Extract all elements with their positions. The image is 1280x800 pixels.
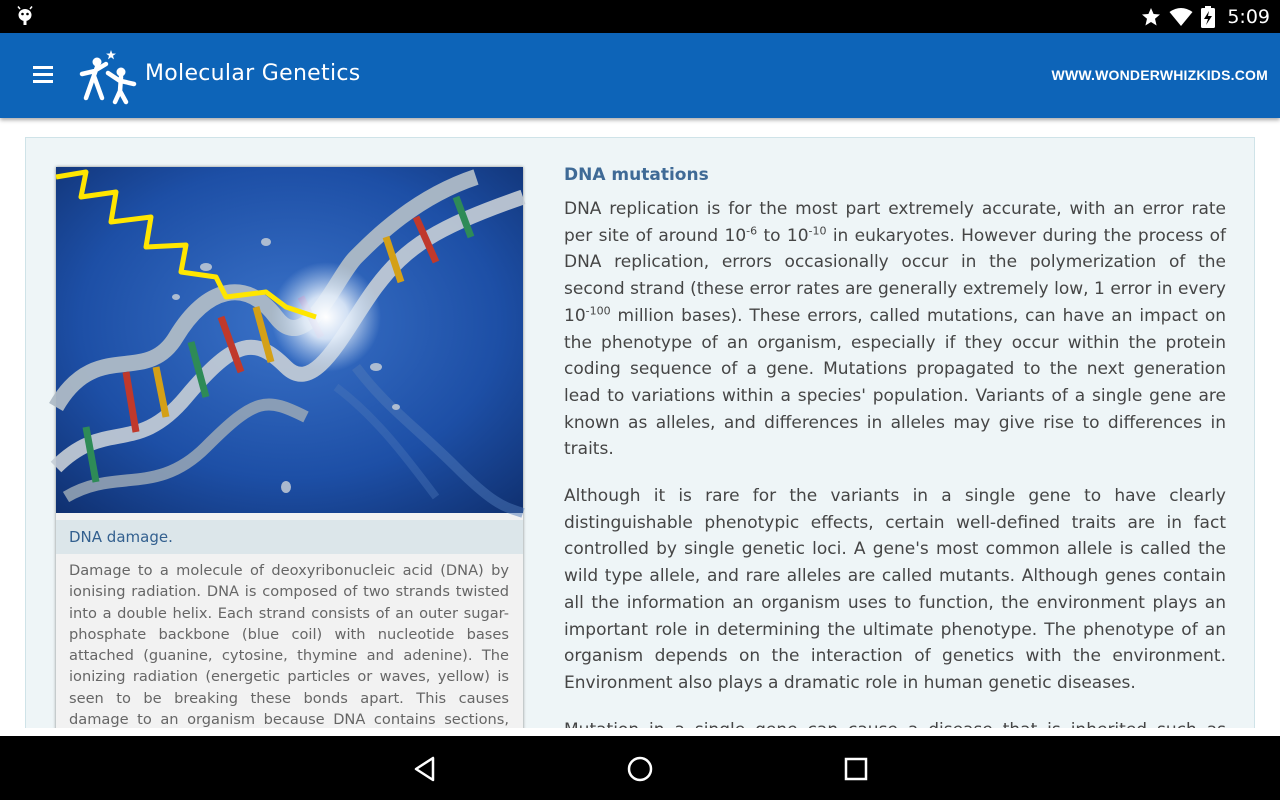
paragraph-1: DNA replication is for the most part extremely accurate, with an error rate per site of around $10^{-6}$ to $10^{-10}$ in eukaryotes. However during the process of DNA replication, errors occasionally occur in the polymerization of the second strand (these error rates are generally extremely low, 1 error in every $10^{-100}$ million bases). These errors, called mutations, can have an impact on the phenotype of an organism, especially if they occur within the protein coding sequence of a gene. Mutations propagated to the next generation lead to variations within a species' population. Variants of a single gene are known as alleles, and differences in alleles may give rise to differences in traits. bbox=[564, 199, 1226, 460]
hamburger-menu-icon[interactable] bbox=[33, 66, 53, 84]
paragraph-2: Although it is rare for the variants in a single gene to have clearly distinguishable phenotypic effects, certain well-defined traits are in fact controlled by single genetic loci. A gene's most common allele is called the wild type allele, and rare alleles are called mutants. Although genes contain all the information an organism uses to function, the environment plays an important role in determining the ultimate phenotype. The phenotype of an organism depends on the interaction of genetics with the environment. Environment also plays a dramatic role in human genetic diseases. bbox=[564, 486, 1226, 693]
figure-card bbox=[56, 167, 523, 767]
home-circle-icon[interactable] bbox=[625, 754, 655, 784]
article-body bbox=[564, 165, 1226, 790]
app-title: Molecular Genetics bbox=[145, 61, 361, 86]
section-heading: DNA mutations bbox=[564, 165, 709, 185]
content-bottom-strip bbox=[0, 728, 1280, 736]
wonderwhizkids-logo bbox=[78, 46, 140, 104]
figure-caption-body: Damage to a molecule of deoxyribonucleic acid (DNA) by ionising radiation. DNA is composed of two strands twisted into a double helix. Each strand consists of an outer sugar-phosphate backbone (blue coil) with nucleotide bases attached (guanine, cytosine, thymine and adenine). The ionizing radiation (energetic particles or waves, yellow) is seen to be breaking these bonds apart. This causes damage to an organism because DNA contains sections, bbox=[69, 562, 509, 729]
dna-damage-illustration bbox=[56, 167, 523, 513]
navigation-bar bbox=[0, 736, 1280, 800]
figure-caption-title: DNA damage. bbox=[56, 520, 523, 554]
battery-charging-icon bbox=[1201, 6, 1215, 28]
article-panel bbox=[25, 137, 1255, 757]
android-debug-icon bbox=[16, 6, 34, 26]
recents-square-icon[interactable] bbox=[841, 754, 871, 784]
status-bar bbox=[0, 0, 1280, 33]
status-time: 5:09 bbox=[1227, 5, 1270, 28]
website-link[interactable]: WWW.WONDERWHIZKIDS.COM bbox=[1051, 67, 1268, 83]
app-bar bbox=[0, 33, 1280, 118]
content-area bbox=[0, 118, 1280, 728]
back-triangle-icon[interactable] bbox=[410, 754, 440, 784]
star-icon bbox=[1141, 7, 1161, 27]
wifi-icon bbox=[1169, 7, 1193, 27]
